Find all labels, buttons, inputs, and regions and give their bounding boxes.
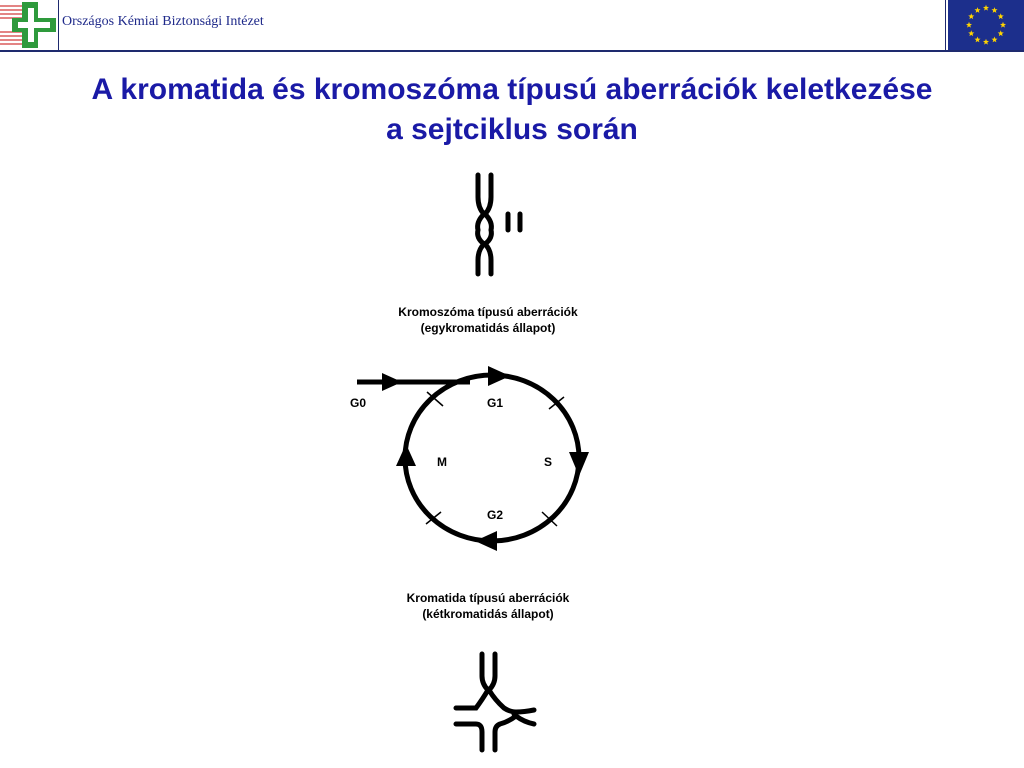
- phase-label-m: M: [437, 455, 447, 469]
- two-chromatid-exchange-icon: [456, 654, 534, 750]
- bottom-caption-line-1: Kromatida típusú aberrációk: [406, 591, 570, 605]
- top-caption-line-2: (egykromatidás állapot): [420, 321, 556, 335]
- arrow-right: [569, 452, 589, 476]
- top-caption: [368, 304, 608, 336]
- phase-label-s: S: [544, 455, 553, 469]
- bottom-caption: [368, 590, 608, 622]
- single-chromatid-chromosome-icon: [478, 175, 520, 274]
- institute-name: Országos Kémiai Biztonsági Intézet: [62, 14, 264, 29]
- bottom-caption-line-2: (kétkromatidás állapot): [422, 607, 554, 621]
- phase-label-g0: G0: [350, 396, 367, 410]
- phase-label-g2: G2: [487, 508, 504, 522]
- arrow-bottom: [475, 531, 497, 551]
- top-caption-line-1: Kromoszóma típusú aberrációk: [398, 305, 578, 319]
- g0-entry-arrow: [357, 373, 470, 391]
- title-line-2: a sejtciklus során: [386, 113, 638, 146]
- arrow-top: [488, 366, 510, 386]
- phase-label-g1: G1: [487, 396, 504, 410]
- arrow-left: [396, 444, 416, 466]
- title-line-1: A kromatida és kromoszóma típusú aberrációk keletkezése: [91, 73, 933, 106]
